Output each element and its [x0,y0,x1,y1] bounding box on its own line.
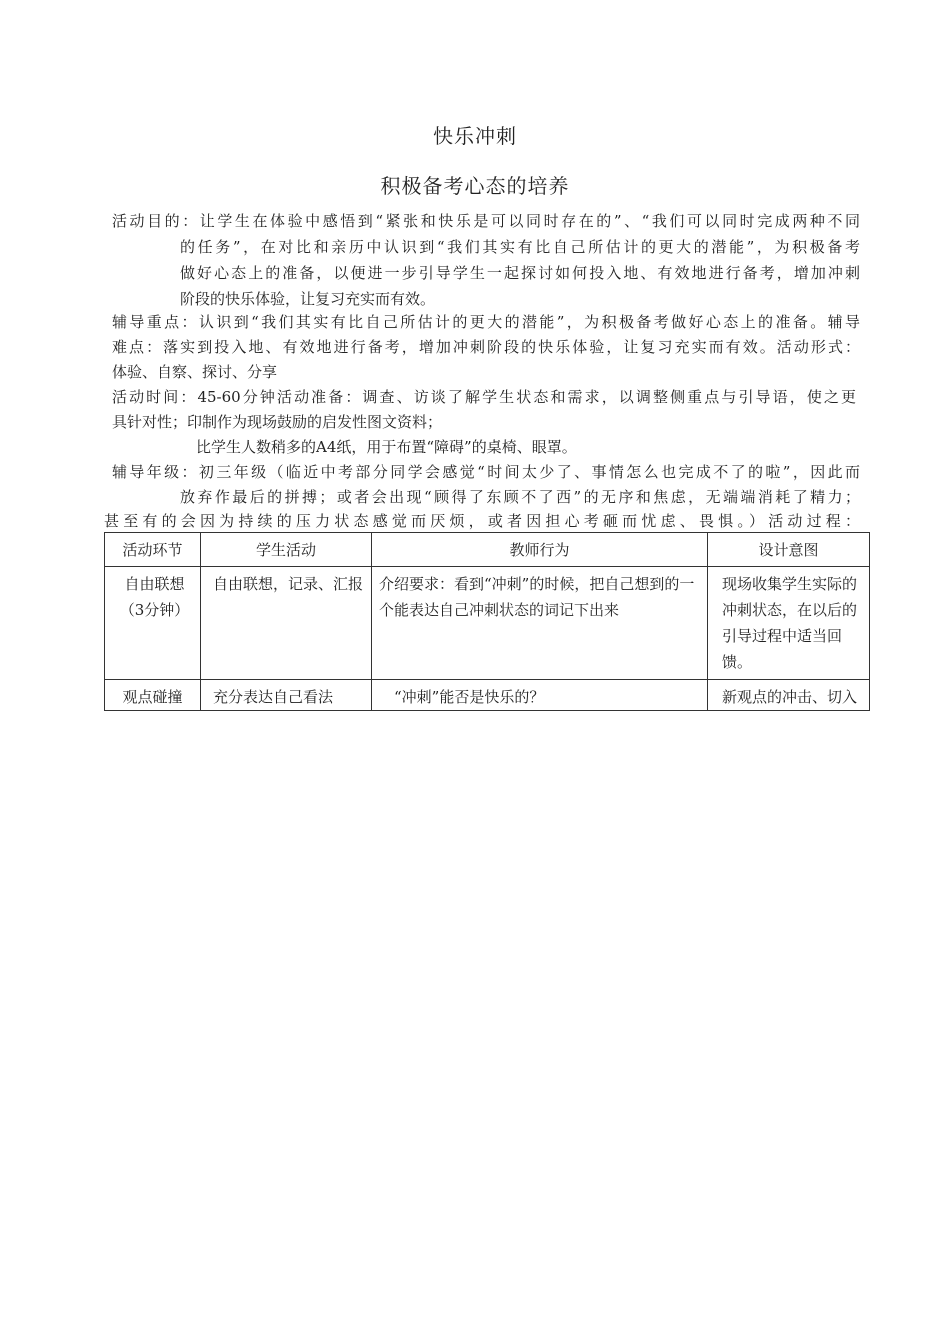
header-student: 学生活动 [201,533,372,567]
body-line: 放弃作最后的拼搏；或者会出现“顾得了东顾不了西”的无序和焦虑，无端端消耗了精力； [180,488,860,506]
activity-table [104,532,870,711]
table-row [105,567,870,680]
cell-intent: 现场收集学生实际的冲刺状态，在以后的引导过程中适当回馈。 [708,567,870,680]
doc-subtitle: 积极备考心态的培养 [380,174,570,198]
body-line: 难点：落实到投入地、有效地进行备考，增加冲刺阶段的快乐体验，让复习充实而有效。活动形式： [112,338,860,356]
cell-intent [708,680,870,711]
table-header-row [105,533,870,567]
cell-stage [105,680,201,711]
body-line: 比学生人数稍多的A4纸，用于布置“障碍”的桌椅、眼罩。 [196,438,577,456]
body-line: 的任务”，在对比和亲历中认识到“我们其实有比自己所估计的更大的潜能”，为积极备考 [180,238,860,256]
body-line: 辅导重点：认识到“我们其实有比自己所估计的更大的潜能”，为积极备考做好心态上的准备。辅导 [112,313,860,331]
cell-student-text: 充分表达自己看法 [213,688,334,706]
body-line: 辅导年级：初三年级（临近中考部分同学会感觉“时间太少了、事情怎么也完成不了的啦”，因此而 [112,463,860,481]
body-line: 做好心态上的准备，以便进一步引导学生一起探讨如何投入地、有效地进行备考，增加冲刺 [180,264,860,282]
body-line: 甚至有的会因为持续的压力状态感觉而厌烦，或者因担心考砸而忧虑、畏惧。）活动过程： [104,512,860,530]
body-line: 活动目的：让学生在体验中感悟到“紧张和快乐是可以同时存在的”、“我们可以同时完成两种不同 [112,212,860,230]
body-line: 阶段的快乐体验，让复习充实而有效。 [180,290,436,308]
body-line: 体验、自察、探讨、分享 [112,363,278,381]
cell-student [201,680,372,711]
header-intent: 设计意图 [708,533,870,567]
body-line: 具针对性；印制作为现场鼓励的启发性图文资料； [112,413,443,431]
header-stage: 活动环节 [105,533,201,567]
cell-stage: 自由联想（3分钟） [105,567,201,680]
header-teacher: 教师行为 [372,533,708,567]
cell-stage-text: 观点碰撞 [122,688,183,706]
table-row [105,680,870,711]
doc-title: 快乐冲刺 [433,124,517,148]
cell-student: 自由联想，记录、汇报 [201,567,372,680]
cell-teacher [372,680,708,711]
body-line: 活动时间：45-60分钟活动准备：调查、访谈了解学生状态和需求，以调整侧重点与引导语，使之更 [112,388,856,406]
cell-teacher: 介绍要求：看到“冲刺”的时候，把自己想到的一个能表达自己冲刺状态的词记下出来 [372,567,708,680]
cell-teacher-text: “冲刺”能否是快乐的？ [394,688,545,706]
cell-intent-text: 新观点的冲击、切入 [722,688,858,706]
